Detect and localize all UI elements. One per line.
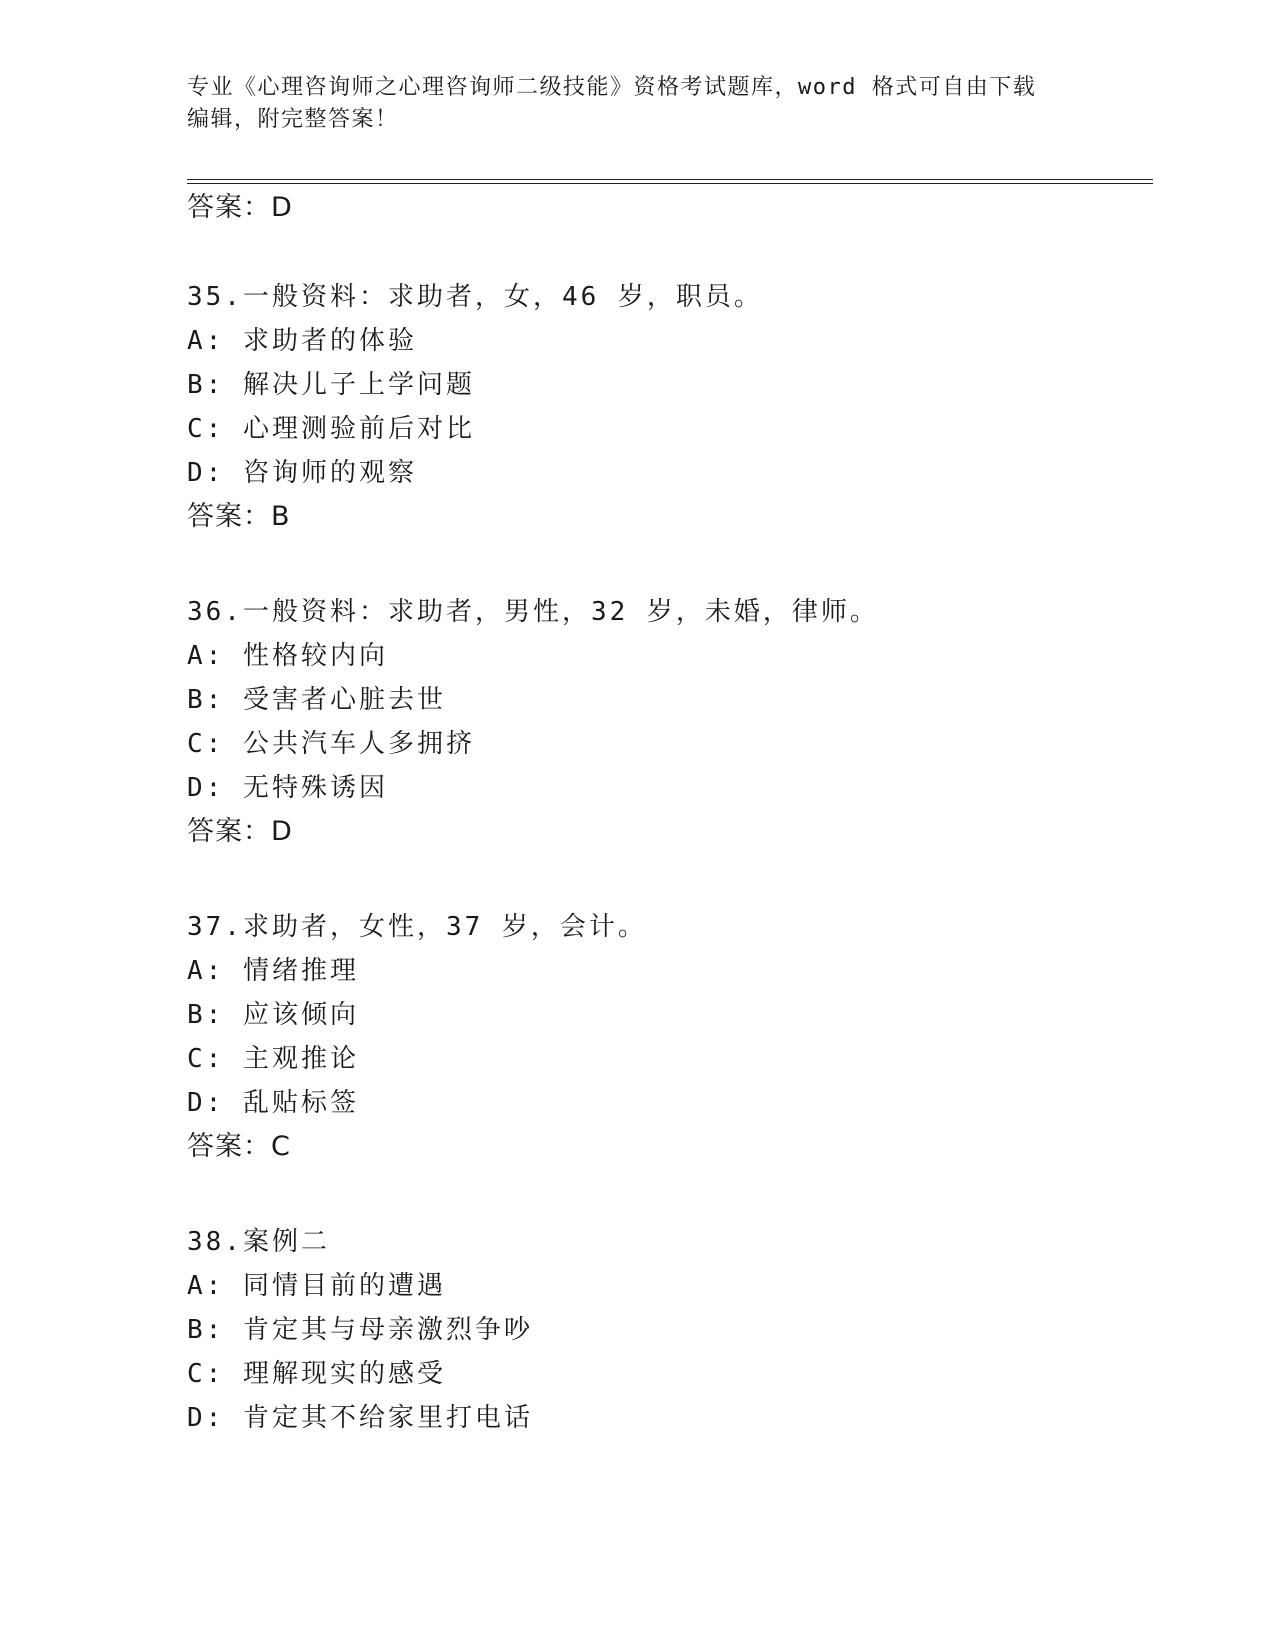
question-stem: 38.案例二 [187, 1227, 330, 1257]
header-line-2: 编辑，附完整答案！ [187, 107, 399, 132]
option-d: D: 无特殊诱因 [187, 773, 388, 803]
answer-line: 答案：D [187, 816, 293, 847]
question-stem: 37.求助者，女性，37 岁，会计。 [187, 912, 647, 942]
answer-line: 答案：D [187, 192, 293, 223]
option-c: C: 理解现实的感受 [187, 1359, 446, 1389]
document-header [187, 72, 1067, 136]
option-d: D: 咨询师的观察 [187, 458, 417, 488]
header-divider-top [187, 179, 1153, 180]
option-d: D: 肯定其不给家里打电话 [187, 1403, 533, 1433]
option-c: C: 公共汽车人多拥挤 [187, 729, 475, 759]
header-line-1: 专业《心理咨询师之心理咨询师二级技能》资格考试题库，word 格式可自由下载 [187, 75, 1037, 100]
option-c: C: 主观推论 [187, 1044, 359, 1074]
option-b: B: 解决儿子上学问题 [187, 370, 475, 400]
option-c: C: 心理测验前后对比 [187, 414, 475, 444]
option-a: A: 求助者的体验 [187, 326, 417, 356]
option-a: A: 性格较内向 [187, 641, 388, 671]
option-b: B: 受害者心脏去世 [187, 685, 446, 715]
question-stem: 36.一般资料：求助者，男性，32 岁，未婚，律师。 [187, 597, 879, 627]
option-b: B: 应该倾向 [187, 1000, 359, 1030]
answer-line: 答案：C [187, 1131, 291, 1162]
header-divider-bottom [187, 183, 1153, 184]
option-b: B: 肯定其与母亲激烈争吵 [187, 1315, 533, 1345]
option-a: A: 同情目前的遭遇 [187, 1271, 446, 1301]
option-d: D: 乱贴标签 [187, 1088, 359, 1118]
answer-line: 答案：B [187, 501, 291, 532]
option-a: A: 情绪推理 [187, 956, 359, 986]
question-stem: 35.一般资料：求助者，女，46 岁，职员。 [187, 282, 763, 312]
